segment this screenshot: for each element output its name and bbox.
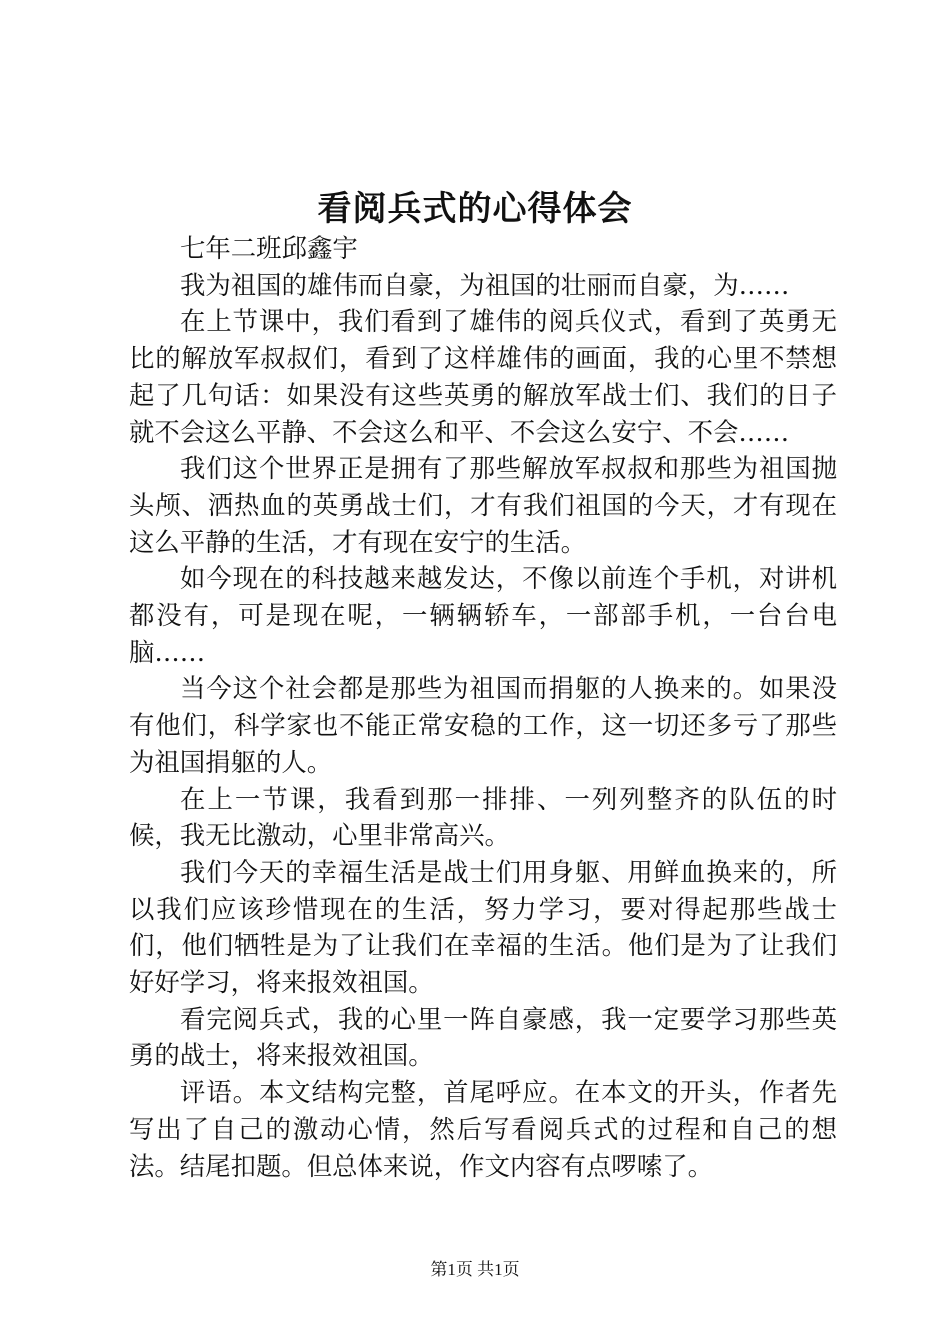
paragraph: 当今这个社会都是那些为祖国而捐躯的人换来的。如果没有他们，科学家也不能正常安稳的工作，这一切还多亏了那些为祖国捐躯的人。: [129, 673, 837, 777]
document-body: [129, 230, 837, 1184]
document-title: 看阅兵式的心得体会: [317, 189, 633, 229]
paragraph: 在上节课中，我们看到了雄伟的阅兵仪式，看到了英勇无比的解放军叔叔们，看到了这样雄伟的画面，我的心里不禁想起了几句话：如果没有这些英勇的解放军战士们、我们的日子就不会这么平静、不会这么和平、不会这么安宁、不会……: [129, 306, 837, 447]
paragraph: 在上一节课，我看到那一排排、一列列整齐的队伍的时候，我无比激动，心里非常高兴。: [129, 783, 837, 851]
paragraph: 如今现在的科技越来越发达，不像以前连个手机，对讲机都没有，可是现在呢，一辆辆轿车，一部部手机，一台台电脑……: [129, 563, 837, 667]
paragraph: 我们今天的幸福生活是战士们用身躯、用鲜血换来的，所以我们应该珍惜现在的生活，努力学习，要对得起那些战士们，他们牺牲是为了让我们在幸福的生活。他们是为了让我们好好学习，将来报效祖国。: [129, 856, 837, 998]
paragraph: 我为祖国的雄伟而自豪，为祖国的壮丽而自豪，为……: [180, 269, 790, 300]
author-line: 七年二班邱鑫宇: [180, 233, 358, 263]
paragraph: 看完阅兵式，我的心里一阵自豪感，我一定要学习那些英勇的战士，将来报效祖国。: [129, 1003, 837, 1071]
paragraph: 我们这个世界正是拥有了那些解放军叔叔和那些为祖国抛头颅、洒热血的英勇战士们，才有我们祖国的今天，才有现在这么平静的生活，才有现在安宁的生活。: [129, 453, 837, 557]
page-footer: 第1页 共1页: [430, 1260, 520, 1279]
teacher-comment: 评语。本文结构完整，首尾呼应。在本文的开头，作者先写出了自己的激动心情，然后写看阅兵式的过程和自己的想法。结尾扣题。但总体来说，作文内容有点啰嗦了。: [129, 1077, 837, 1181]
